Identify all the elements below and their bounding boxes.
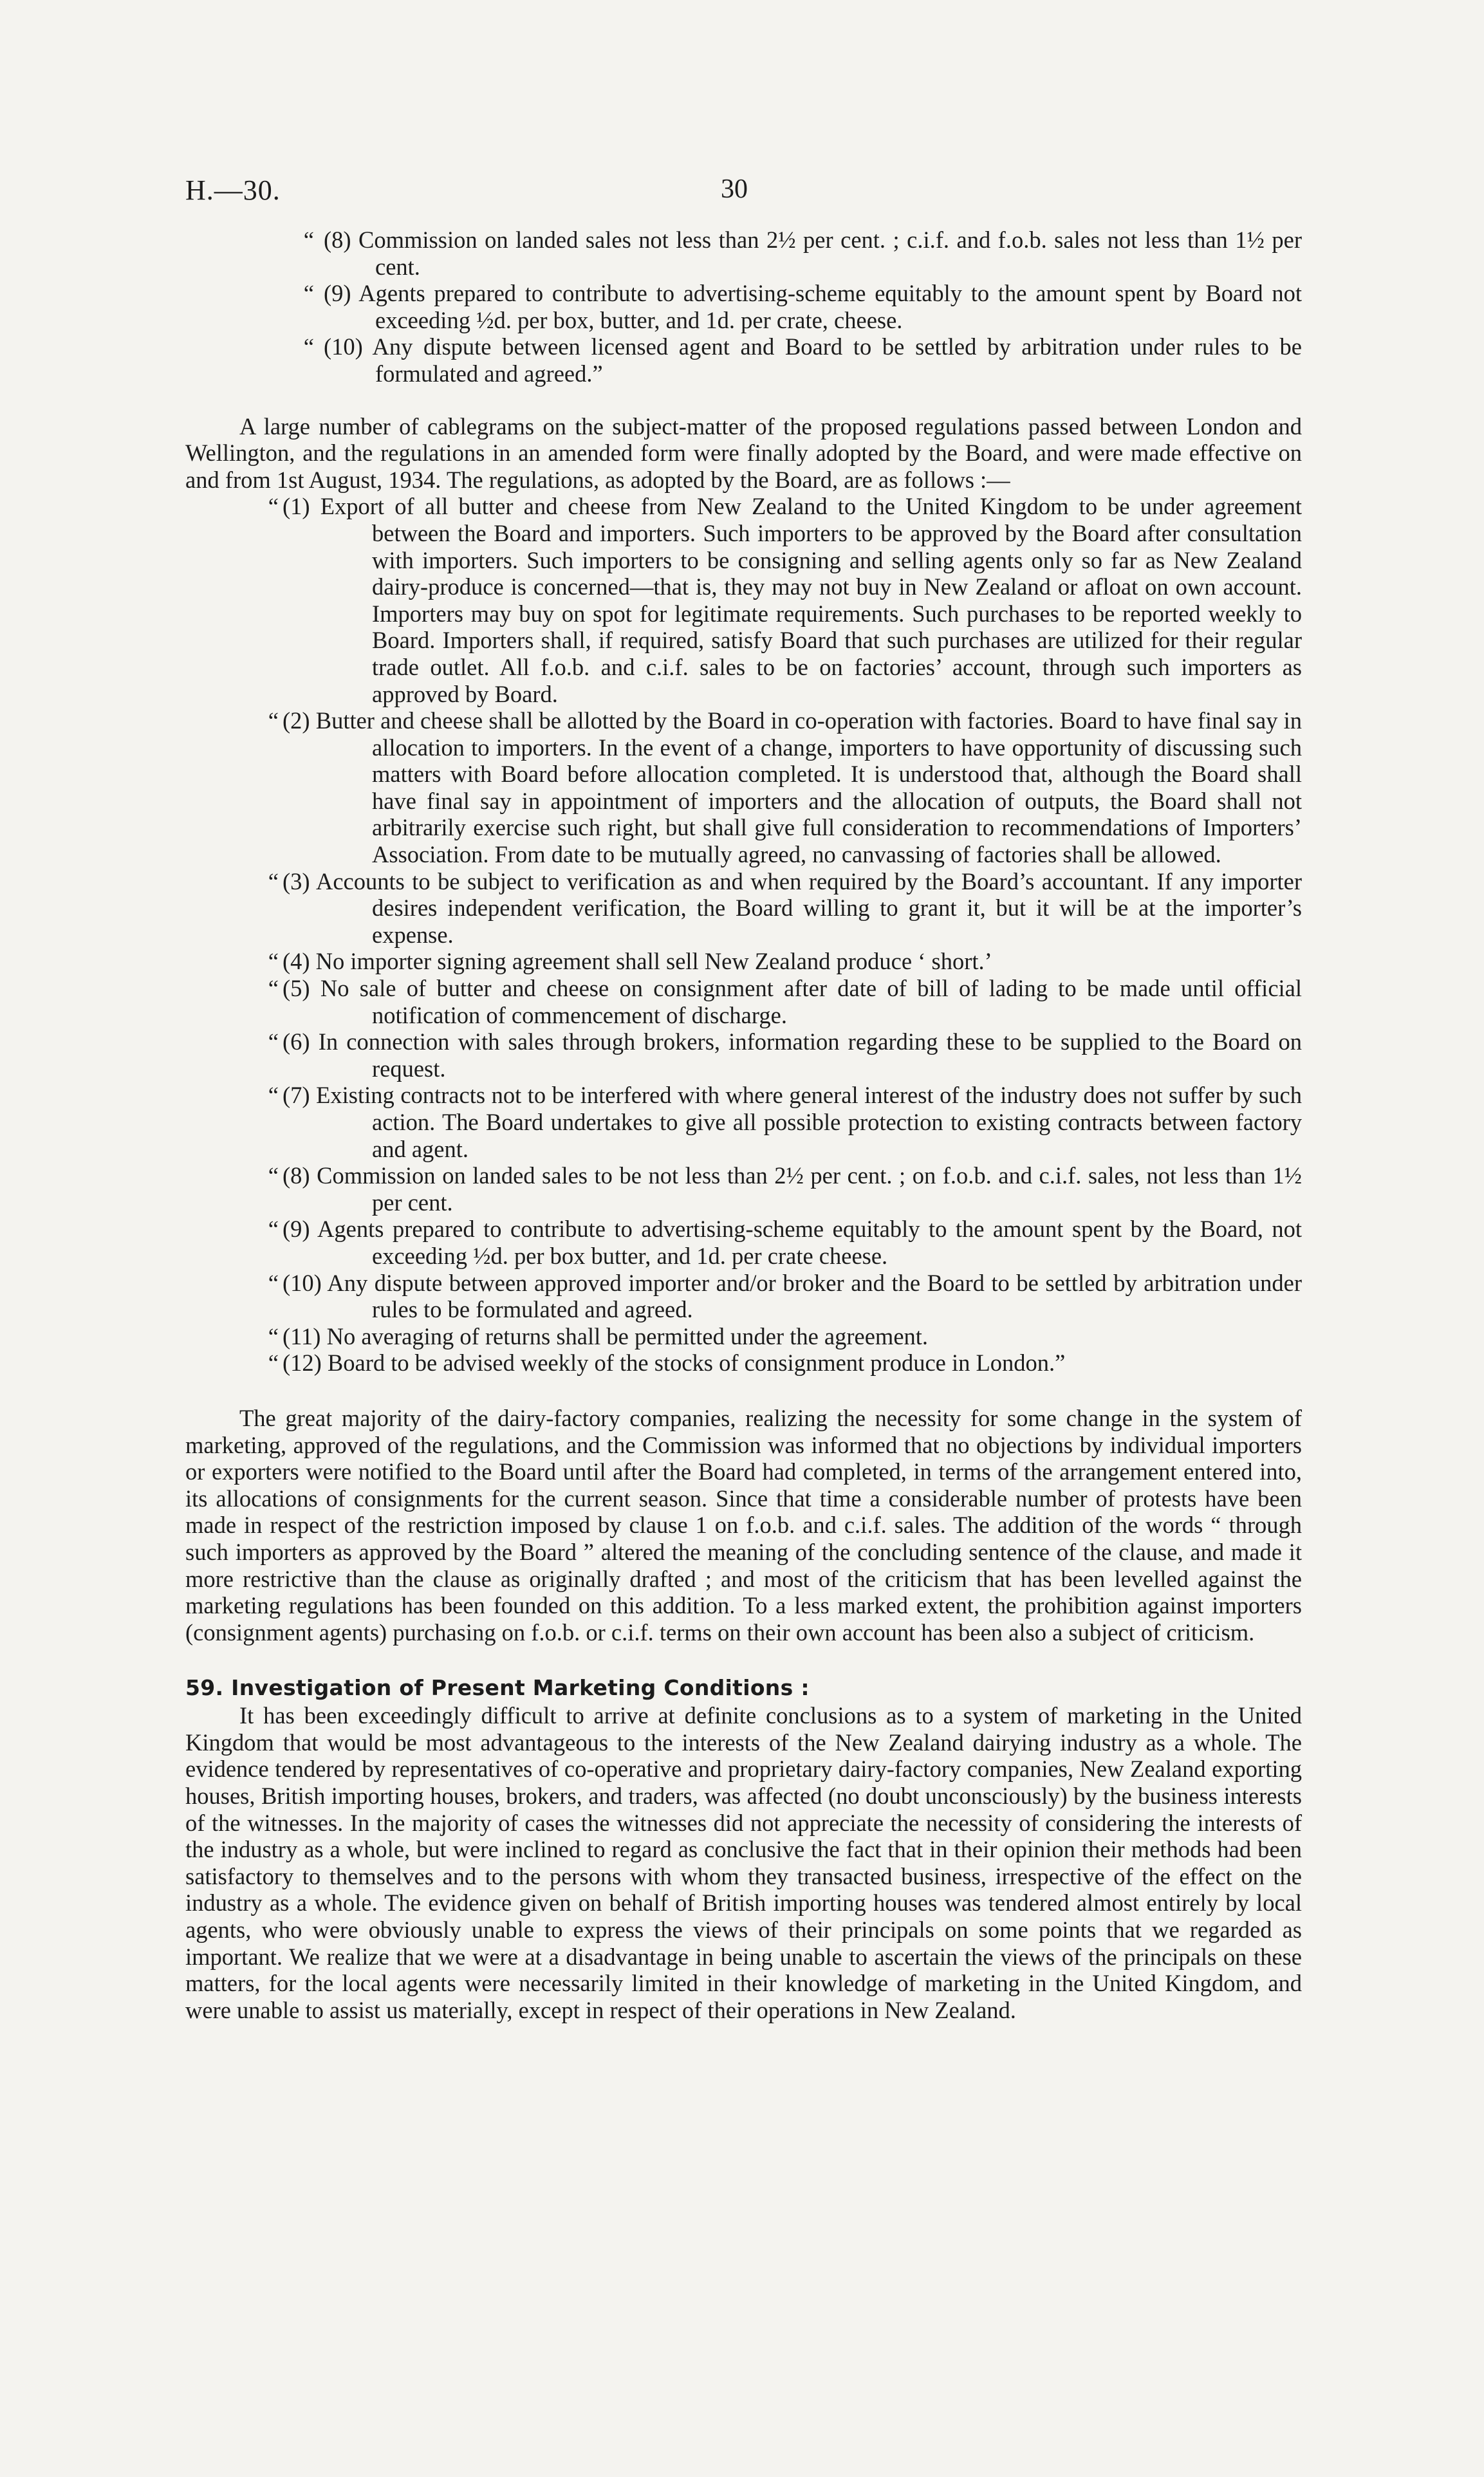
parliamentary-paper-code: H.—30. xyxy=(185,174,281,206)
regulation-text: (6) In connection with sales through brokers, information regarding these to be supplied to the Board on request. xyxy=(283,1028,1302,1082)
regulation-item xyxy=(185,707,1302,868)
document-body xyxy=(185,227,1302,2023)
regulation-text: (9) Agents prepared to contribute to advertising-scheme equitably to the amount spent by Board not exceeding ½d. per box, butter, and 1d. per crate, cheese. xyxy=(324,280,1302,333)
agent-regulations-list xyxy=(185,227,1302,387)
opening-quote: “ xyxy=(268,707,279,734)
regulation-text: (12) Board to be advised weekly of the stocks of consignment produce in London.” xyxy=(283,1350,1066,1377)
regulation-item xyxy=(185,1162,1302,1216)
opening-quote: “ xyxy=(268,1162,279,1189)
opening-quote: “ xyxy=(268,493,279,520)
regulation-text: (1) Export of all butter and cheese from New Zealand to the United Kingdom to be under agreement between the Board and importers. Such importers to be approved by the Board after consultation with importers. Such importers to be consigning and selling agents only so far as New Zealand dairy-produce is concerned—that is, they may not buy in New Zealand or afloat on own account. Importers may buy on spot for legitimate requirements. Such purchases to be reported weekly to Board. Importers shall, if required, satisfy Board that such purchases are utilized for their regular trade outlet. All f.o.b. and c.i.f. sales to be on factories’ account, through such importers as approved by Board. xyxy=(283,493,1302,707)
regulation-item xyxy=(185,868,1302,949)
regulation-item xyxy=(185,1323,1302,1350)
adopted-regulations-list xyxy=(185,493,1302,1377)
regulation-text: (3) Accounts to be subject to verification as and when required by the Board’s accountant. If any importer desires independent verification, the Board willing to grant it, but it will be at the importer’s expense. xyxy=(283,867,1302,948)
regulation-item xyxy=(185,333,1302,387)
regulation-item xyxy=(185,1270,1302,1323)
regulation-item xyxy=(185,493,1302,707)
regulation-text: (10) Any dispute between licensed agent and Board to be settled by arbitration under rules to be formulated and agreed.” xyxy=(324,333,1302,387)
body-paragraph: The great majority of the dairy-factory companies, realizing the necessity for some change in the system of marketing, approved of the regulations, and the Commission was informed that no objections by individual importers or exporters were notified to the Board until after the Board had completed, in terms of the arrangement entered into, its allocations of consignments for the current season. Since that time a considerable number of protests have been made in respect of the restriction imposed by clause 1 on f.o.b. and c.i.f. sales. The addition of the words “ through such importers as approved by the Board ” altered the meaning of the concluding sentence of the clause, and made it more restrictive than the clause as originally drafted ; and most of the criticism that has been levelled against the marketing regulations has been founded on this addition. To a less marked extent, the prohibition against importers (consignment agents) purchasing on f.o.b. or c.i.f. terms on their own account has been also a subject of criticism. xyxy=(185,1404,1302,1646)
regulation-item xyxy=(185,1350,1302,1377)
regulation-text: (7) Existing contracts not to be interfered with where general interest of the industry does not suffer by such action. The Board undertakes to give all possible protection to existing contracts between factory and agent. xyxy=(283,1082,1302,1162)
section-heading: 59. Investigation of Present Marketing Conditions : xyxy=(185,1675,810,1701)
opening-quote: “ xyxy=(268,1028,279,1055)
regulation-text: (4) No importer signing agreement shall sell New Zealand produce ‘ short.’ xyxy=(283,948,992,975)
regulation-item xyxy=(185,948,1302,975)
opening-quote: “ xyxy=(303,280,314,307)
section-body: It has been exceedingly difficult to arrive at definite conclusions as to a system of marketing in the United Kingdom that would be most advantageous to the interests of the New Zealand dairying industry as a whole. The evidence tendered by representatives of co-operative and proprietary dairy-factory companies, New Zealand exporting houses, British importing houses, brokers, and traders, was affected (no doubt unconsciously) by the business interests of the witnesses. In the majority of cases the witnesses did not appreciate the necessity of considering the interests of the industry as a whole, but were inclined to regard as conclusive the fact that in their opinion their methods had been satisfactory to themselves and to the persons with whom they transacted business, irrespective of the effect on the industry as a whole. The evidence given on behalf of British importing houses was tendered almost entirely by local agents, who were obviously unable to express the views of their principals on some points that we regarded as important. We realize that we were at a disadvantage in being unable to ascertain the views of the principals on these matters, for the local agents were necessarily limited in their knowledge of marketing in the United Kingdom, and were unable to assist us materially, except in respect of their operations in New Zealand. xyxy=(185,1702,1302,2023)
regulation-item xyxy=(185,280,1302,333)
opening-quote: “ xyxy=(303,227,314,253)
opening-quote: “ xyxy=(268,975,279,1002)
regulation-text: (8) Commission on landed sales to be not less than 2½ per cent. ; on f.o.b. and c.i.f. sales, not less than 1½ per cent. xyxy=(283,1162,1302,1216)
regulation-item xyxy=(185,227,1302,280)
body-paragraph: A large number of cablegrams on the subject-matter of the proposed regulations passed between London and Wellington, and the regulations in an amended form were finally adopted by the Board, and were made effective on and from 1st August, 1934. The regulations, as adopted by the Board, are as follows :— xyxy=(185,413,1302,493)
regulation-item xyxy=(185,1216,1302,1269)
regulation-text: (5) No sale of butter and cheese on consignment after date of bill of lading to be made until official notification of commencement of discharge. xyxy=(283,975,1302,1028)
opening-quote: “ xyxy=(268,1269,279,1296)
opening-quote: “ xyxy=(268,867,279,895)
opening-quote: “ xyxy=(268,1216,279,1243)
regulation-text: (9) Agents prepared to contribute to advertising-scheme equitably to the amount spent by the Board, not exceeding ½d. per box butter, and 1d. per crate cheese. xyxy=(283,1216,1302,1269)
regulation-text: (8) Commission on landed sales not less than 2½ per cent. ; c.i.f. and f.o.b. sales not less than 1½ per cent. xyxy=(324,227,1302,280)
opening-quote: “ xyxy=(303,333,314,360)
regulation-item xyxy=(185,1028,1302,1082)
opening-quote: “ xyxy=(268,1082,279,1109)
regulation-item xyxy=(185,975,1302,1028)
opening-quote: “ xyxy=(268,1322,279,1350)
regulation-item xyxy=(185,1082,1302,1162)
regulation-text: (2) Butter and cheese shall be allotted by the Board in co-operation with factories. Board to have final say in allocation to importers. In the event of a change, importers to have opportunity of discussing such matters with Board before allocation completed. It is understood that, although the Board shall have final say in appointment of importers and the allocation of outputs, the Board shall not arbitrarily exercise such right, but shall give full consideration to recommendations of Importers’ Association. From date to be mutually agreed, no canvassing of factories shall be allowed. xyxy=(283,707,1302,868)
page-number: 30 xyxy=(721,174,748,204)
opening-quote: “ xyxy=(268,1350,279,1377)
page-header xyxy=(185,174,1312,212)
regulation-text: (11) No averaging of returns shall be permitted under the agreement. xyxy=(283,1322,929,1350)
opening-quote: “ xyxy=(268,948,279,975)
regulation-text: (10) Any dispute between approved importer and/or broker and the Board to be settled by arbitration under rules to be formulated and agreed. xyxy=(283,1269,1302,1323)
